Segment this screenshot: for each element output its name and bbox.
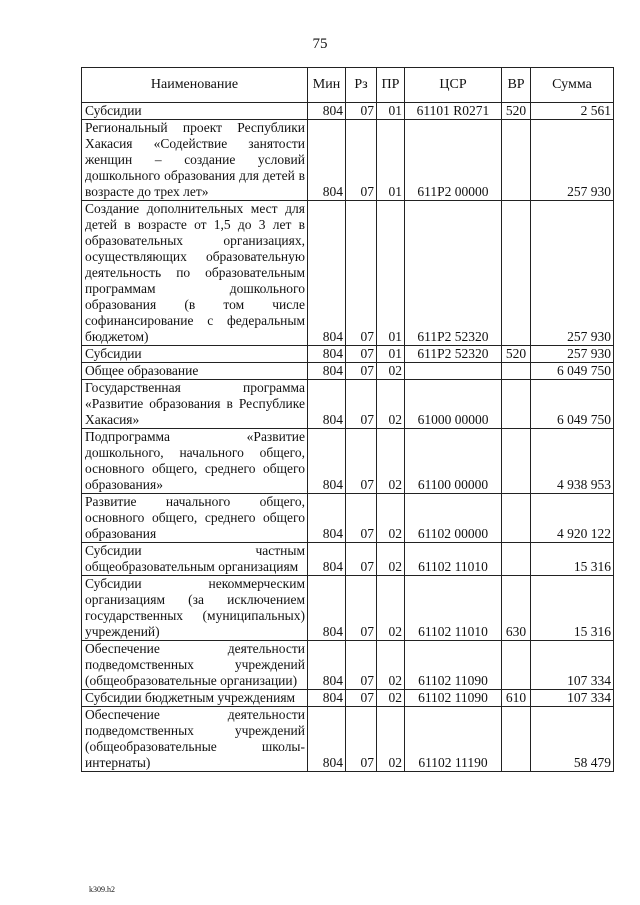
cell-name: Общее образование bbox=[82, 363, 308, 380]
cell-csr: 61102 11090 bbox=[405, 641, 502, 690]
budget-table bbox=[81, 67, 614, 772]
cell-csr: 611P2 52320 bbox=[405, 201, 502, 346]
table-row bbox=[82, 690, 614, 707]
cell-rz: 07 bbox=[346, 429, 377, 494]
cell-min: 804 bbox=[308, 690, 346, 707]
cell-rz: 07 bbox=[346, 103, 377, 120]
cell-min: 804 bbox=[308, 346, 346, 363]
cell-pr: 01 bbox=[377, 201, 405, 346]
cell-name: Подпрограмма «Развитие дошкольного, начального общего, основного общего, среднего общего образования» bbox=[82, 429, 308, 494]
cell-min: 804 bbox=[308, 380, 346, 429]
table-row bbox=[82, 576, 614, 641]
table-row bbox=[82, 494, 614, 543]
cell-pr: 02 bbox=[377, 363, 405, 380]
cell-min: 804 bbox=[308, 576, 346, 641]
cell-name: Региональный проект Республики Хакасия «Содействие занятости женщин – создание условий дошкольного образования для детей в возрасте до трех лет» bbox=[82, 120, 308, 201]
cell-pr: 02 bbox=[377, 576, 405, 641]
table-row bbox=[82, 363, 614, 380]
cell-sum: 257 930 bbox=[531, 201, 614, 346]
cell-vr: 520 bbox=[502, 103, 531, 120]
cell-rz: 07 bbox=[346, 543, 377, 576]
cell-csr: 61102 11190 bbox=[405, 707, 502, 772]
cell-name: Развитие начального общего, основного общего, среднего общего образования bbox=[82, 494, 308, 543]
cell-sum: 4 920 122 bbox=[531, 494, 614, 543]
cell-sum: 107 334 bbox=[531, 641, 614, 690]
cell-name: Субсидии бюджетным учреждениям bbox=[82, 690, 308, 707]
header-sum: Сумма bbox=[531, 68, 614, 103]
header-name: Наименование bbox=[82, 68, 308, 103]
cell-rz: 07 bbox=[346, 363, 377, 380]
cell-rz: 07 bbox=[346, 346, 377, 363]
cell-vr bbox=[502, 380, 531, 429]
cell-sum: 6 049 750 bbox=[531, 380, 614, 429]
cell-csr: 611P2 00000 bbox=[405, 120, 502, 201]
cell-name: Обеспечение деятельности подведомственных учреждений (общеобразовательные школы-интернаты) bbox=[82, 707, 308, 772]
cell-sum: 15 316 bbox=[531, 576, 614, 641]
header-pr: ПР bbox=[377, 68, 405, 103]
table-row bbox=[82, 103, 614, 120]
cell-pr: 02 bbox=[377, 429, 405, 494]
cell-csr: 61101 R0271 bbox=[405, 103, 502, 120]
cell-vr bbox=[502, 363, 531, 380]
cell-name: Субсидии частным общеобразовательным организациям bbox=[82, 543, 308, 576]
footer-code: k309.h2 bbox=[89, 885, 115, 894]
cell-vr: 520 bbox=[502, 346, 531, 363]
cell-min: 804 bbox=[308, 201, 346, 346]
cell-rz: 07 bbox=[346, 380, 377, 429]
cell-pr: 01 bbox=[377, 120, 405, 201]
cell-min: 804 bbox=[308, 429, 346, 494]
cell-vr bbox=[502, 543, 531, 576]
cell-csr bbox=[405, 363, 502, 380]
table-row bbox=[82, 201, 614, 346]
cell-rz: 07 bbox=[346, 494, 377, 543]
cell-min: 804 bbox=[308, 641, 346, 690]
cell-min: 804 bbox=[308, 120, 346, 201]
cell-pr: 02 bbox=[377, 380, 405, 429]
header-rz: Рз bbox=[346, 68, 377, 103]
table-row bbox=[82, 120, 614, 201]
table-row bbox=[82, 429, 614, 494]
cell-name: Субсидии bbox=[82, 103, 308, 120]
cell-min: 804 bbox=[308, 103, 346, 120]
cell-name: Обеспечение деятельности подведомственных учреждений (общеобразовательные организации) bbox=[82, 641, 308, 690]
cell-rz: 07 bbox=[346, 201, 377, 346]
cell-sum: 257 930 bbox=[531, 120, 614, 201]
cell-name: Создание дополнительных мест для детей в возрасте от 1,5 до 3 лет в образовательных организациях, осуществляющих образовательную деятельность по образовательным программам дошкольного образования (в том числе софинансирование с федеральным бюджетом) bbox=[82, 201, 308, 346]
header-min: Мин bbox=[308, 68, 346, 103]
table-row bbox=[82, 707, 614, 772]
cell-sum: 58 479 bbox=[531, 707, 614, 772]
cell-name: Субсидии bbox=[82, 346, 308, 363]
cell-csr: 61102 11090 bbox=[405, 690, 502, 707]
page-number: 75 bbox=[312, 36, 328, 52]
cell-vr bbox=[502, 641, 531, 690]
table-row bbox=[82, 641, 614, 690]
cell-vr bbox=[502, 429, 531, 494]
cell-sum: 257 930 bbox=[531, 346, 614, 363]
cell-sum: 15 316 bbox=[531, 543, 614, 576]
table-row bbox=[82, 543, 614, 576]
cell-pr: 02 bbox=[377, 543, 405, 576]
cell-min: 804 bbox=[308, 494, 346, 543]
cell-sum: 107 334 bbox=[531, 690, 614, 707]
cell-rz: 07 bbox=[346, 576, 377, 641]
cell-min: 804 bbox=[308, 707, 346, 772]
cell-rz: 07 bbox=[346, 641, 377, 690]
cell-rz: 07 bbox=[346, 120, 377, 201]
header-csr: ЦСР bbox=[405, 68, 502, 103]
cell-vr bbox=[502, 494, 531, 543]
cell-rz: 07 bbox=[346, 690, 377, 707]
cell-name: Государственная программа «Развитие образования в Республике Хакасия» bbox=[82, 380, 308, 429]
cell-sum: 6 049 750 bbox=[531, 363, 614, 380]
cell-vr bbox=[502, 707, 531, 772]
cell-pr: 02 bbox=[377, 641, 405, 690]
cell-csr: 61102 00000 bbox=[405, 494, 502, 543]
cell-pr: 01 bbox=[377, 346, 405, 363]
table-row bbox=[82, 346, 614, 363]
cell-min: 804 bbox=[308, 543, 346, 576]
cell-name: Субсидии некоммерческим организациям (за исключением государственных (муниципальных) учреждений) bbox=[82, 576, 308, 641]
cell-pr: 02 bbox=[377, 494, 405, 543]
cell-vr bbox=[502, 201, 531, 346]
cell-csr: 61100 00000 bbox=[405, 429, 502, 494]
cell-vr: 610 bbox=[502, 690, 531, 707]
cell-csr: 611P2 52320 bbox=[405, 346, 502, 363]
cell-sum: 2 561 bbox=[531, 103, 614, 120]
cell-pr: 02 bbox=[377, 707, 405, 772]
cell-vr: 630 bbox=[502, 576, 531, 641]
header-vr: ВР bbox=[502, 68, 531, 103]
table-row bbox=[82, 380, 614, 429]
cell-pr: 02 bbox=[377, 690, 405, 707]
table-header-row bbox=[82, 68, 614, 103]
cell-csr: 61102 11010 bbox=[405, 543, 502, 576]
cell-pr: 01 bbox=[377, 103, 405, 120]
cell-sum: 4 938 953 bbox=[531, 429, 614, 494]
cell-csr: 61000 00000 bbox=[405, 380, 502, 429]
cell-rz: 07 bbox=[346, 707, 377, 772]
cell-csr: 61102 11010 bbox=[405, 576, 502, 641]
cell-min: 804 bbox=[308, 363, 346, 380]
cell-vr bbox=[502, 120, 531, 201]
